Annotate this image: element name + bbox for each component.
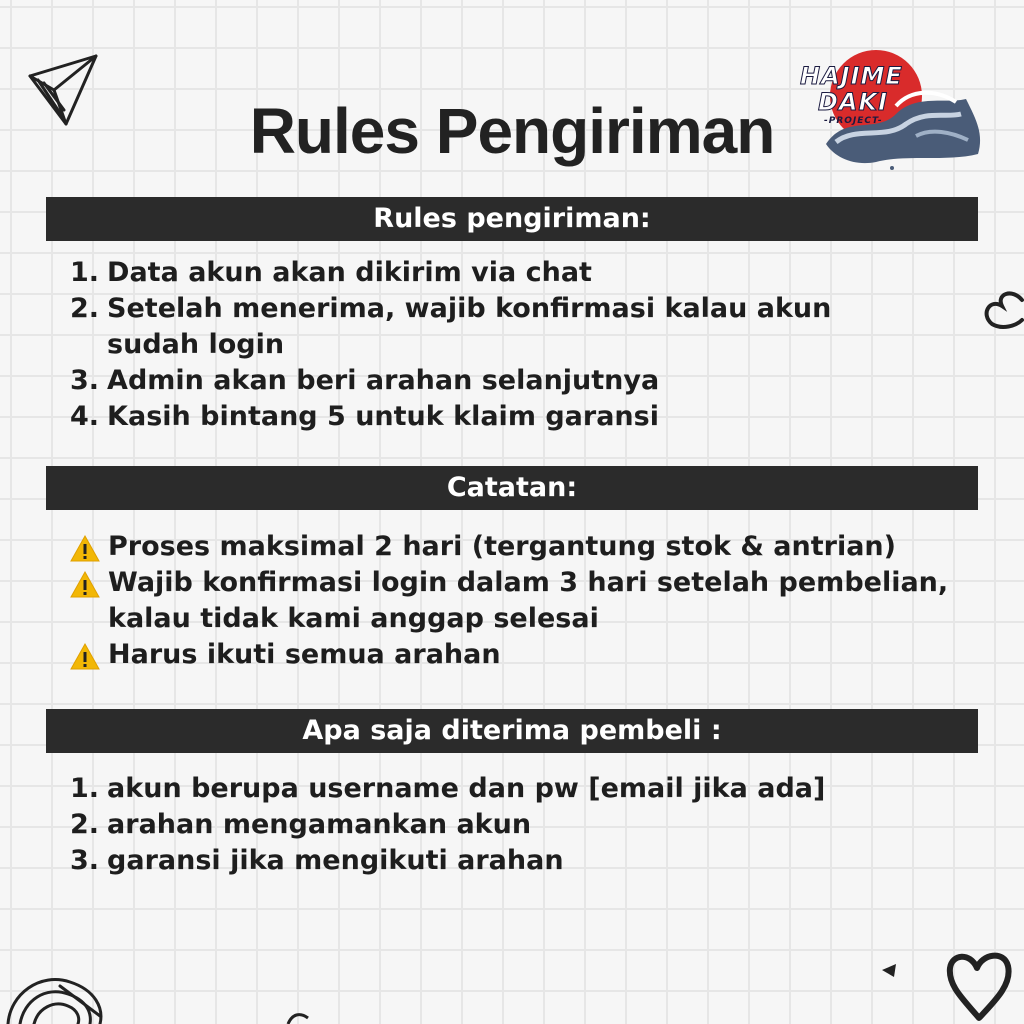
item-text: Data akun akan dikirim via chat bbox=[107, 257, 592, 288]
list-item bbox=[70, 771, 990, 807]
item-text: Harus ikuti semua arahan bbox=[108, 639, 501, 670]
received-list bbox=[70, 771, 990, 879]
list-item bbox=[70, 843, 990, 879]
item-number: 3. bbox=[70, 845, 100, 876]
item-text: Proses maksimal 2 hari (tergantung stok & antrian) bbox=[108, 531, 896, 562]
triangle-icon bbox=[880, 962, 898, 978]
heart-outline-icon bbox=[982, 290, 1024, 330]
list-item bbox=[70, 291, 990, 363]
list-item bbox=[70, 363, 990, 399]
item-text: akun berupa username dan pw [email jika ada] bbox=[107, 773, 826, 804]
list-item bbox=[70, 807, 990, 843]
notes-list bbox=[70, 529, 990, 673]
heart-icon bbox=[944, 948, 1014, 1024]
whisk-icon bbox=[0, 964, 110, 1024]
section-header-rules: Rules pengiriman: bbox=[46, 197, 978, 241]
list-item bbox=[70, 529, 990, 565]
item-number: 2. bbox=[70, 293, 100, 324]
rules-list bbox=[70, 255, 990, 435]
warning-icon bbox=[70, 643, 100, 670]
list-item bbox=[70, 565, 990, 637]
logo-text-line3: -PROJECT- bbox=[824, 116, 883, 126]
item-number: 1. bbox=[70, 773, 100, 804]
warning-icon bbox=[70, 571, 100, 598]
item-number: 1. bbox=[70, 257, 100, 288]
item-number: 2. bbox=[70, 809, 100, 840]
section-header-catatan: Catatan: bbox=[46, 466, 978, 510]
item-text: Kasih bintang 5 untuk klaim garansi bbox=[107, 401, 659, 432]
list-item bbox=[70, 637, 990, 673]
squiggle-icon bbox=[286, 1012, 310, 1024]
item-text: garansi jika mengikuti arahan bbox=[107, 845, 564, 876]
item-number: 3. bbox=[70, 365, 100, 396]
item-text: arahan mengamankan akun bbox=[107, 809, 532, 840]
section-header-diterima: Apa saja diterima pembeli : bbox=[46, 709, 978, 753]
logo-text-line1: HAJIME bbox=[800, 62, 903, 90]
warning-icon bbox=[70, 535, 100, 562]
list-item bbox=[70, 255, 990, 291]
item-text: Wajib konfirmasi login dalam 3 hari setelah pembelian, kalau tidak kami anggap selesai bbox=[108, 567, 949, 634]
item-text: Admin akan beri arahan selanjutnya bbox=[107, 365, 660, 396]
item-number: 4. bbox=[70, 401, 100, 432]
logo-text-line2: DAKI bbox=[818, 88, 889, 116]
item-text: Setelah menerima, wajib konfirmasi kalau akun sudah login bbox=[107, 293, 832, 360]
list-item bbox=[70, 399, 990, 435]
page-title: Rules Pengiriman bbox=[249, 95, 775, 167]
